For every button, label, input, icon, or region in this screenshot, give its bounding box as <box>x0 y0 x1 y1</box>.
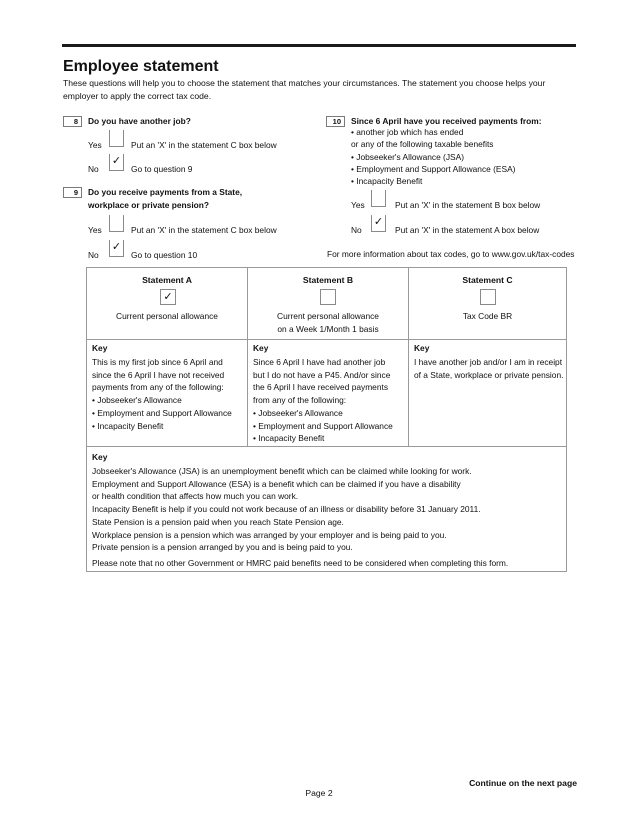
glossary-note: Please note that no other Government or HMRC paid benefits need to be considered when completing this form. <box>92 558 509 568</box>
description-line: Current personal allowance <box>277 311 379 321</box>
statement-c-title: Statement C <box>462 275 513 285</box>
q10-yes-checkbox[interactable] <box>371 190 386 207</box>
question-8-text: Do you have another job? <box>88 116 191 126</box>
checkmark-icon: ✓ <box>163 291 173 303</box>
statement-a-description: Current personal allowance <box>116 311 218 321</box>
q10-item-3: • Jobseeker's Allowance (JSA) <box>351 152 464 162</box>
key-line: • Employment and Support Allowance <box>253 420 393 431</box>
q9-no-label: No <box>88 250 99 260</box>
glossary-line: Incapacity Benefit is help if you could not work because of an illness or disability before 31 January 2011. <box>92 504 481 515</box>
q9-yes-instruction: Put an 'X' in the statement C box below <box>131 225 277 235</box>
description-line: on a Week 1/Month 1 basis <box>277 323 379 334</box>
key-line: Since 6 April I have had another job <box>253 357 386 367</box>
divider <box>87 446 566 447</box>
statement-a-key-text <box>92 356 244 432</box>
q10-item-1: • another job which has ended <box>351 127 464 137</box>
q10-item-5: • Incapacity Benefit <box>351 176 423 186</box>
key-line: from any of the following: <box>253 395 347 406</box>
q9-yes-label: Yes <box>88 225 102 235</box>
q9-yes-checkbox[interactable] <box>109 215 124 232</box>
statement-a-checkbox[interactable] <box>160 289 176 305</box>
statement-b-key-text <box>253 356 405 445</box>
q10-no-checkbox[interactable] <box>371 215 386 232</box>
key-line: but I do not have a P45. And/or since <box>253 369 391 380</box>
statement-a-title: Statement A <box>142 275 192 285</box>
continue-next-page: Continue on the next page <box>469 778 577 788</box>
key-line: • Jobseeker's Allowance <box>253 407 343 418</box>
glossary-key-label: Key <box>92 452 108 462</box>
q8-no-instruction: Go to question 9 <box>131 164 193 174</box>
key-line: • Jobseeker's Allowance <box>92 395 182 406</box>
q8-no-checkbox[interactable] <box>109 154 124 171</box>
q8-yes-checkbox[interactable] <box>109 130 124 147</box>
tax-codes-info: For more information about tax codes, go to www.gov.uk/tax-codes <box>327 249 575 259</box>
divider <box>247 268 248 446</box>
q9-no-instruction: Go to question 10 <box>131 250 198 260</box>
q9-no-checkbox[interactable] <box>109 240 124 257</box>
q10-no-instruction: Put an 'X' in the statement A box below <box>395 225 540 235</box>
key-line: This is my first job since 6 April and <box>92 357 223 367</box>
q10-item-2: or any of the following taxable benefits <box>351 139 494 149</box>
divider <box>408 268 409 446</box>
glossary-text <box>92 465 562 554</box>
intro-text: These questions will help you to choose the statement that matches your circumstances. The statement you choose helps your employer to apply the correct tax code. <box>63 78 546 101</box>
question-10-number: 10 <box>326 116 345 127</box>
statement-c-key-label: Key <box>414 343 430 353</box>
statement-a-key-label: Key <box>92 343 108 353</box>
key-line: • Incapacity Benefit <box>253 433 325 444</box>
glossary-line: Jobseeker's Allowance (JSA) is an unemployment benefit which can be claimed while looking for work. <box>92 466 472 476</box>
glossary-line: or health condition that affects how much you can work. <box>92 491 299 502</box>
top-rule <box>62 44 576 47</box>
statement-b-description <box>248 310 408 335</box>
statement-b-checkbox[interactable] <box>320 289 336 305</box>
key-line: • Employment and Support Allowance <box>92 407 232 418</box>
q8-no-label: No <box>88 164 99 174</box>
checkmark-icon: ✓ <box>373 216 384 228</box>
statement-b-key-label: Key <box>253 343 269 353</box>
glossary-line: Workplace pension is a pension which was arranged by your employer and is being paid to you. <box>92 529 447 540</box>
key-line: I have another job and/or I am in receipt <box>414 357 563 367</box>
question-9-text-line1: Do you receive payments from a State, <box>88 187 243 197</box>
checkmark-icon: ✓ <box>111 155 122 167</box>
checkmark-icon: ✓ <box>111 241 122 253</box>
page-title: Employee statement <box>63 58 219 75</box>
key-line: payments from any of the following: <box>92 382 224 393</box>
statement-c-key-text <box>414 356 566 381</box>
question-9-number: 9 <box>63 187 82 198</box>
key-line: since the 6 April I have not received <box>92 369 225 380</box>
q10-yes-label: Yes <box>351 200 365 210</box>
question-10-text: Since 6 April have you received payments from: <box>351 116 542 126</box>
page-number: Page 2 <box>305 788 333 798</box>
question-8-number: 8 <box>63 116 82 127</box>
statement-c-checkbox[interactable] <box>480 289 496 305</box>
q10-item-4: • Employment and Support Allowance (ESA) <box>351 164 516 174</box>
glossary-line: Employment and Support Allowance (ESA) is a benefit which can be claimed if you have a disability <box>92 478 461 489</box>
glossary-line: Private pension is a pension arranged by you and is being paid to you. <box>92 542 353 553</box>
statement-b-title: Statement B <box>302 275 354 285</box>
q8-yes-instruction: Put an 'X' in the statement C box below <box>131 140 277 150</box>
key-line: • Incapacity Benefit <box>92 420 164 431</box>
q10-yes-instruction: Put an 'X' in the statement B box below <box>395 200 541 210</box>
statement-c-description: Tax Code BR <box>462 311 513 321</box>
question-9-text-line2: workplace or private pension? <box>88 200 210 210</box>
glossary-line: State Pension is a pension paid when you reach State Pension age. <box>92 516 344 527</box>
key-line: of a State, workplace or private pension. <box>414 369 564 380</box>
q8-yes-label: Yes <box>88 140 102 150</box>
divider <box>87 339 566 340</box>
q10-no-label: No <box>351 225 362 235</box>
key-line: the 6 April I have received payments <box>253 382 389 393</box>
